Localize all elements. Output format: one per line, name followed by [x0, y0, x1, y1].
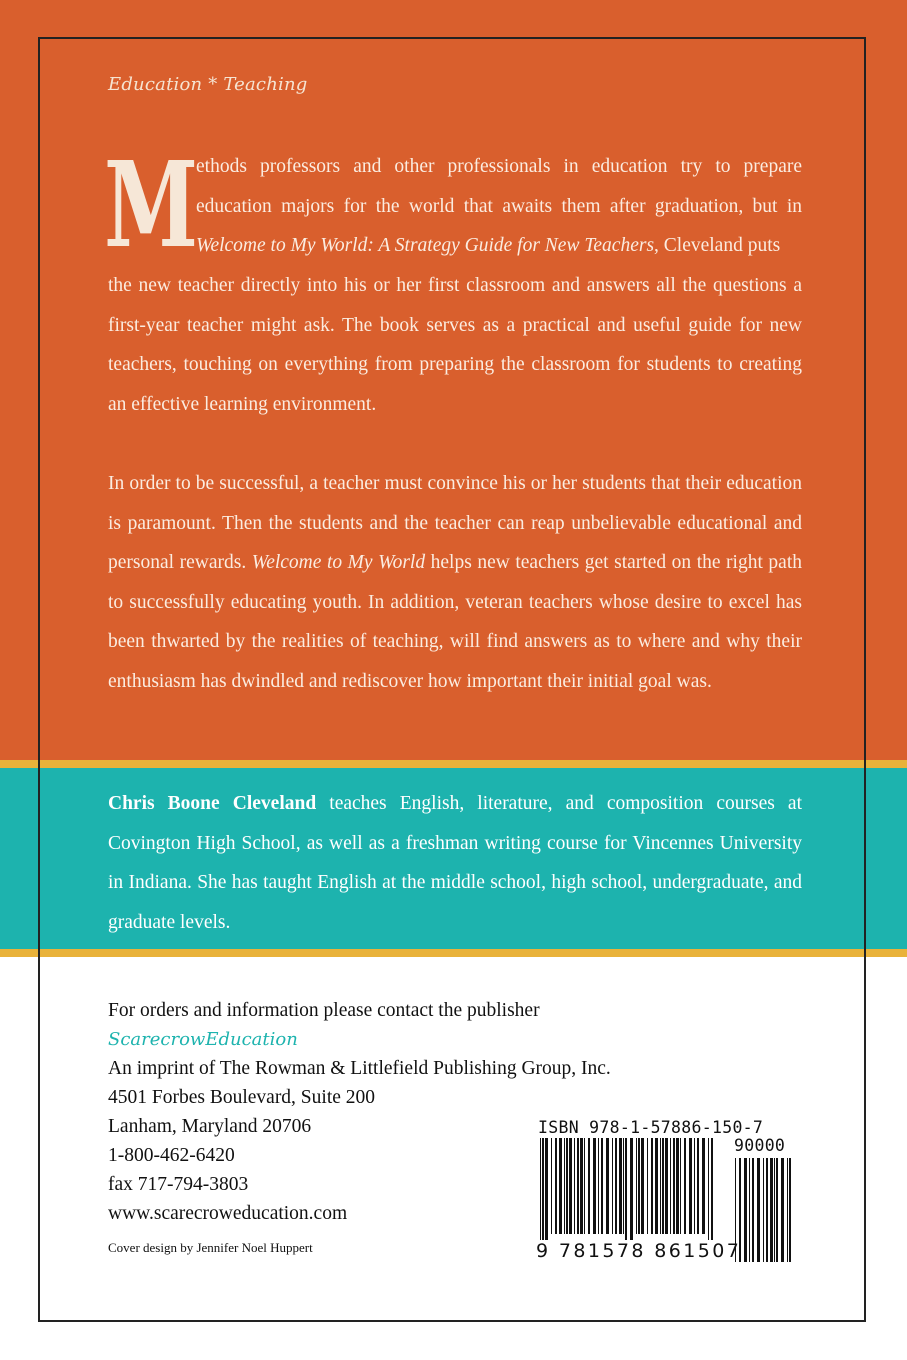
author-bio-text: teaches English, literature, and composition courses at Covington High School, as well as a freshman writing course for Vincennes University in Indiana. She has taught English at the middle school, high school, undergraduate, and graduate levels.	[108, 793, 802, 933]
author-name: Chris Boone Cleveland	[108, 793, 317, 814]
barcode-addon-bars	[735, 1158, 793, 1262]
book-title: Welcome to My World: A Strategy Guide for New Teachers	[196, 235, 655, 256]
description-paragraph-1-body: the new teacher directly into his or her first classroom and answers all the questions a first-year teacher might ask. The book serves as a practical and useful guide for new teachers, touching on everything from preparing the classroom for students to creating an effective learning environment.	[108, 275, 802, 415]
divider-stripe-top	[0, 760, 907, 768]
description-text: helps new teachers get started on the right path to successfully educating youth. In addition, veteran teachers whose desire to excel has been thwarted by the realities of teaching, will find answers as to where and why their enthusiasm has dwindled and rediscover how important their initial goal was.	[108, 552, 803, 692]
book-title: Welcome to My World	[251, 552, 426, 573]
barcode-number: 9 781578 861507	[536, 1240, 742, 1262]
imprint-logo: ScarecrowEducation	[108, 1029, 298, 1050]
author-bio	[108, 784, 802, 942]
divider-stripe-bottom	[0, 949, 907, 957]
drop-cap: M	[104, 135, 199, 274]
cover-credit: Cover design by Jennifer Noel Huppert	[108, 1240, 313, 1255]
address-line-2: Lanham, Maryland 20706	[108, 1116, 312, 1137]
description-paragraph-1-top	[196, 147, 802, 266]
price-addon: 90000	[734, 1136, 786, 1155]
description-text: ethods professors and other professionals in education try to prepare education majors for the world that awaits them after graduation, but in	[196, 156, 802, 217]
imprint-line: An imprint of The Rowman & Littlefield Publishing Group, Inc.	[108, 1058, 611, 1079]
barcode-bars	[540, 1138, 715, 1240]
isbn-label: ISBN 978-1-57886-150-7	[538, 1118, 764, 1137]
address-line-1: 4501 Forbes Boulevard, Suite 200	[108, 1087, 376, 1108]
description-text: In order to be successful, a teacher must convince his or her students that their education is paramount. Then the students and the teacher can reap unbelievable educational and personal rewards.	[108, 473, 802, 573]
website-link[interactable]: www.scarecroweducation.com	[108, 1203, 348, 1224]
description-text: , Cleveland puts	[654, 235, 781, 256]
contact-intro: For orders and information please contact the publisher	[108, 1000, 540, 1021]
category-label: Education * Teaching	[108, 74, 308, 95]
phone: 1-800-462-6420	[108, 1145, 235, 1166]
description-paragraph-2	[108, 464, 802, 701]
fax: fax 717-794-3803	[108, 1174, 249, 1195]
barcode	[536, 1116, 796, 1272]
